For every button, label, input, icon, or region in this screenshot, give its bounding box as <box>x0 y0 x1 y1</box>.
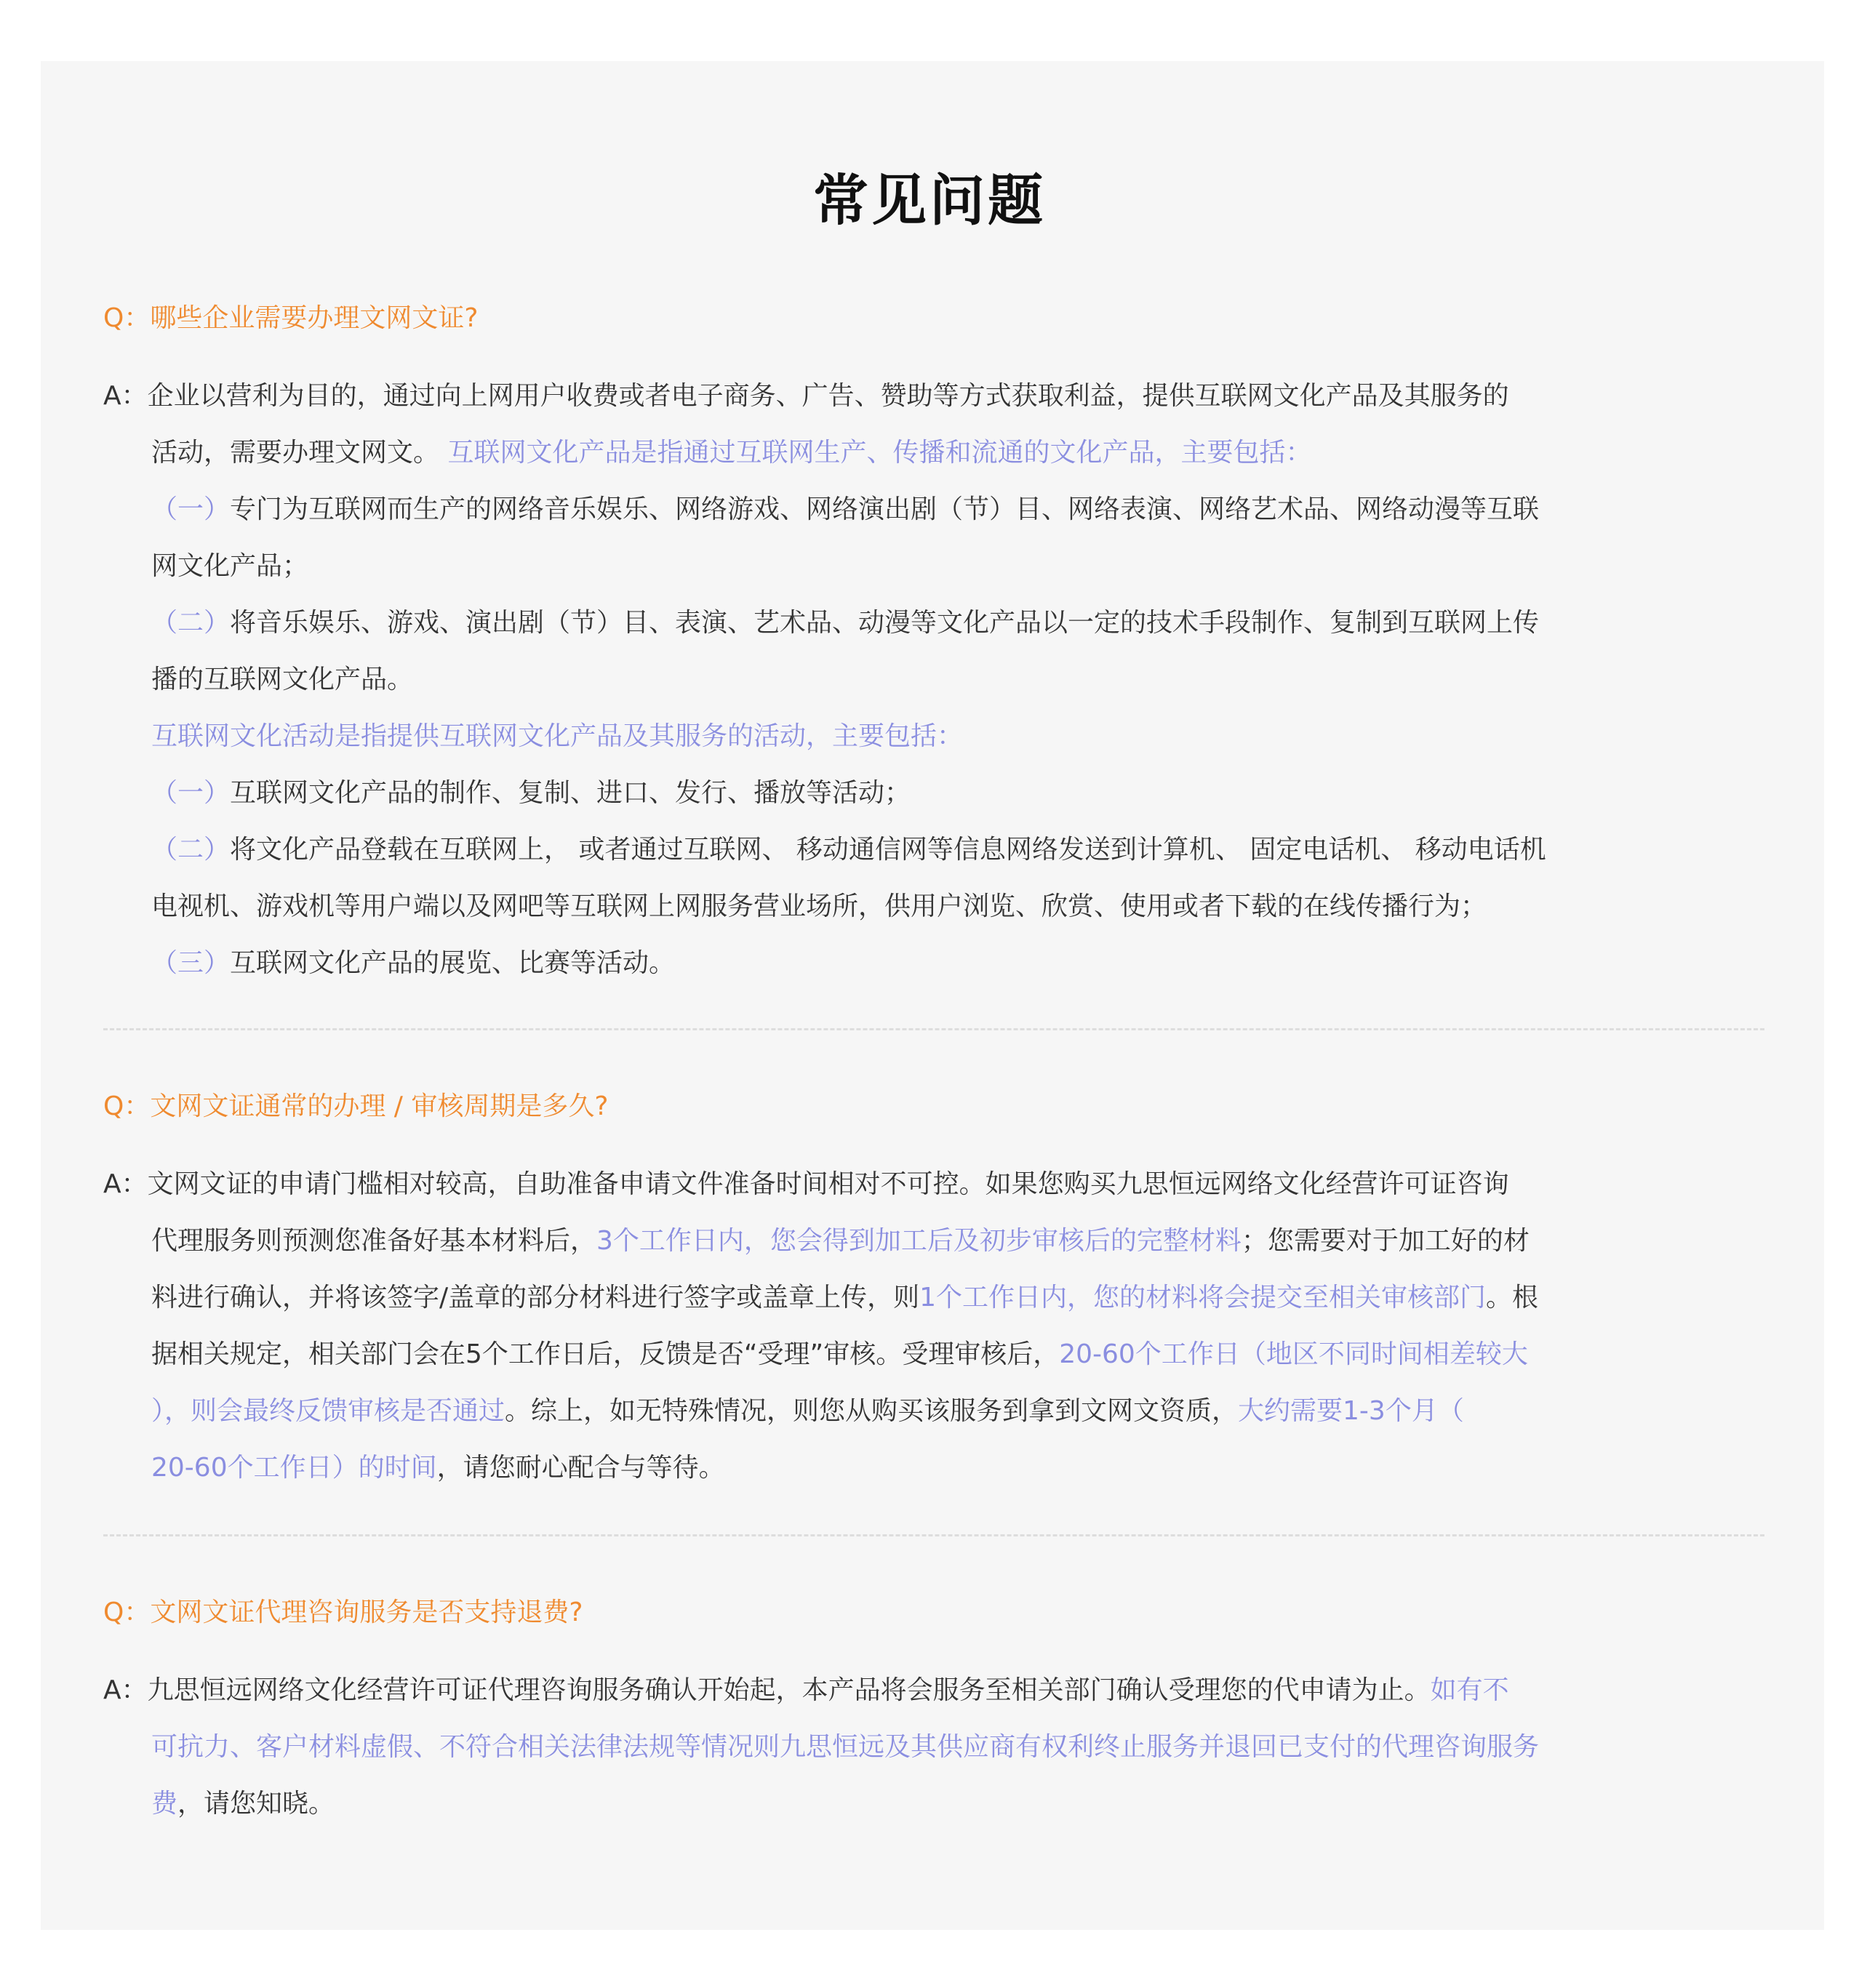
answer-line <box>103 368 1776 425</box>
answer-text: 电视机、游戏机等用户端以及网吧等互联网上网服务营业场所，供用户浏览、欣赏、使用或者下载的在线传播行为； <box>151 891 1487 921</box>
answer-line <box>103 652 1776 708</box>
faq-item-3 <box>103 1592 1776 1832</box>
highlight-text: 费 <box>151 1789 178 1819</box>
highlight-text: ），则会最终反馈审核是否通过 <box>151 1396 505 1426</box>
highlight-text: 1个工作日内，您的材料将会提交至相关审核部门 <box>919 1283 1487 1312</box>
answer-line <box>103 1662 1776 1719</box>
faq-answer <box>103 368 1776 992</box>
faq-divider <box>103 1534 1764 1536</box>
answer-text: 。根 <box>1486 1283 1539 1312</box>
answer-line <box>103 595 1776 652</box>
answer-text: ；您需要对于加工好的材 <box>1241 1226 1530 1256</box>
answer-line <box>103 1156 1776 1213</box>
faq-answer <box>103 1156 1776 1496</box>
answer-line <box>103 1776 1776 1832</box>
answer-line <box>103 481 1776 538</box>
answer-line <box>103 1440 1776 1496</box>
answer-text: ，请您知晓。 <box>177 1789 335 1819</box>
answer-line <box>103 708 1776 765</box>
answer-text: A：九思恒远网络文化经营许可证代理咨询服务确认开始起，本产品将会服务至相关部门确认受理您的代申请为止。 <box>103 1675 1431 1705</box>
highlight-text: （一） <box>151 778 231 808</box>
answer-text: 活动，需要办理文网文。 <box>151 438 448 468</box>
faq-question: Q：哪些企业需要办理文网文证? <box>103 303 479 333</box>
answer-line <box>103 538 1776 595</box>
answer-text: 互联网文化产品的制作、复制、进口、发行、播放等活动； <box>230 778 911 808</box>
answer-line <box>103 1383 1776 1440</box>
highlight-text: 20-60个工作日）的时间 <box>151 1453 437 1483</box>
faq-question: Q：文网文证通常的办理 / 审核周期是多久? <box>103 1091 609 1121</box>
faq-answer <box>103 1662 1776 1832</box>
answer-line <box>103 935 1776 992</box>
answer-line <box>103 1719 1776 1776</box>
highlight-text: 20-60个工作日（地区不同时间相差较大 <box>1059 1339 1528 1369</box>
highlight-text: 大约需要1-3个月（ <box>1238 1396 1464 1426</box>
answer-text: 料进行确认，并将该签字/盖章的部分材料进行签字或盖章上传，则 <box>151 1283 920 1312</box>
highlight-text: （一） <box>151 494 231 524</box>
answer-line <box>103 1326 1776 1383</box>
highlight-text: 互联网文化活动是指提供互联网文化产品及其服务的活动，主要包括： <box>151 721 964 751</box>
faq-question: Q：文网文证代理咨询服务是否支持退费? <box>103 1598 583 1627</box>
answer-text: 。综上，如无特殊情况，则您从购买该服务到拿到文网文资质， <box>505 1396 1239 1426</box>
highlight-text: （二） <box>151 835 231 865</box>
answer-line <box>103 1270 1776 1326</box>
answer-text: 代理服务则预测您准备好基本材料后， <box>151 1226 597 1256</box>
highlight-text: 3个工作日内，您会得到加工后及初步审核后的完整材料 <box>596 1226 1242 1256</box>
answer-text: A：文网文证的申请门槛相对较高，自助准备申请文件准备时间相对不可控。如果您购买九思恒远网络文化经营许可证咨询 <box>103 1169 1509 1199</box>
answer-text: 将音乐娱乐、游戏、演出剧（节）目、表演、艺术品、动漫等文化产品以一定的技术手段制作、复制到互联网上传 <box>230 608 1540 638</box>
answer-text: 播的互联网文化产品。 <box>151 665 414 694</box>
answer-line <box>103 822 1776 878</box>
answer-line <box>103 765 1776 822</box>
highlight-text: （二） <box>151 608 231 638</box>
page-title: 常见问题 <box>813 168 1046 233</box>
answer-text: 专门为互联网而生产的网络音乐娱乐、网络游戏、网络演出剧（节）目、网络表演、网络艺术品、网络动漫等互联 <box>230 494 1540 524</box>
answer-text: 互联网文化产品的展览、比赛等活动。 <box>230 948 676 978</box>
faq-item-2 <box>103 1086 1776 1496</box>
highlight-text: 如有不 <box>1430 1675 1509 1705</box>
highlight-text: 互联网文化产品是指通过互联网生产、传播和流通的文化产品，主要包括： <box>447 438 1312 468</box>
answer-text: 网文化产品； <box>151 551 309 581</box>
answer-text: ，请您耐心配合与等待。 <box>436 1453 725 1483</box>
answer-line <box>103 878 1776 935</box>
answer-line <box>103 1213 1776 1270</box>
highlight-text: 可抗力、客户材料虚假、不符合相关法律法规等情况则九思恒远及其供应商有权利终止服务并退回已支付的代理咨询服务 <box>151 1732 1540 1762</box>
faq-divider <box>103 1028 1764 1030</box>
answer-text: 将文化产品登载在互联网上， 或者通过互联网、 移动通信网等信息网络发送到计算机、 固定电话机、 移动电话机 <box>230 835 1546 865</box>
answer-text: A：企业以营利为目的，通过向上网用户收费或者电子商务、广告、赞助等方式获取利益，提供互联网文化产品及其服务的 <box>103 381 1509 411</box>
answer-text: 据相关规定，相关部门会在5个工作日后，反馈是否“受理”审核。受理审核后， <box>151 1339 1060 1369</box>
highlight-text: （三） <box>151 948 231 978</box>
faq-item-1 <box>103 298 1776 992</box>
answer-line <box>103 425 1776 481</box>
